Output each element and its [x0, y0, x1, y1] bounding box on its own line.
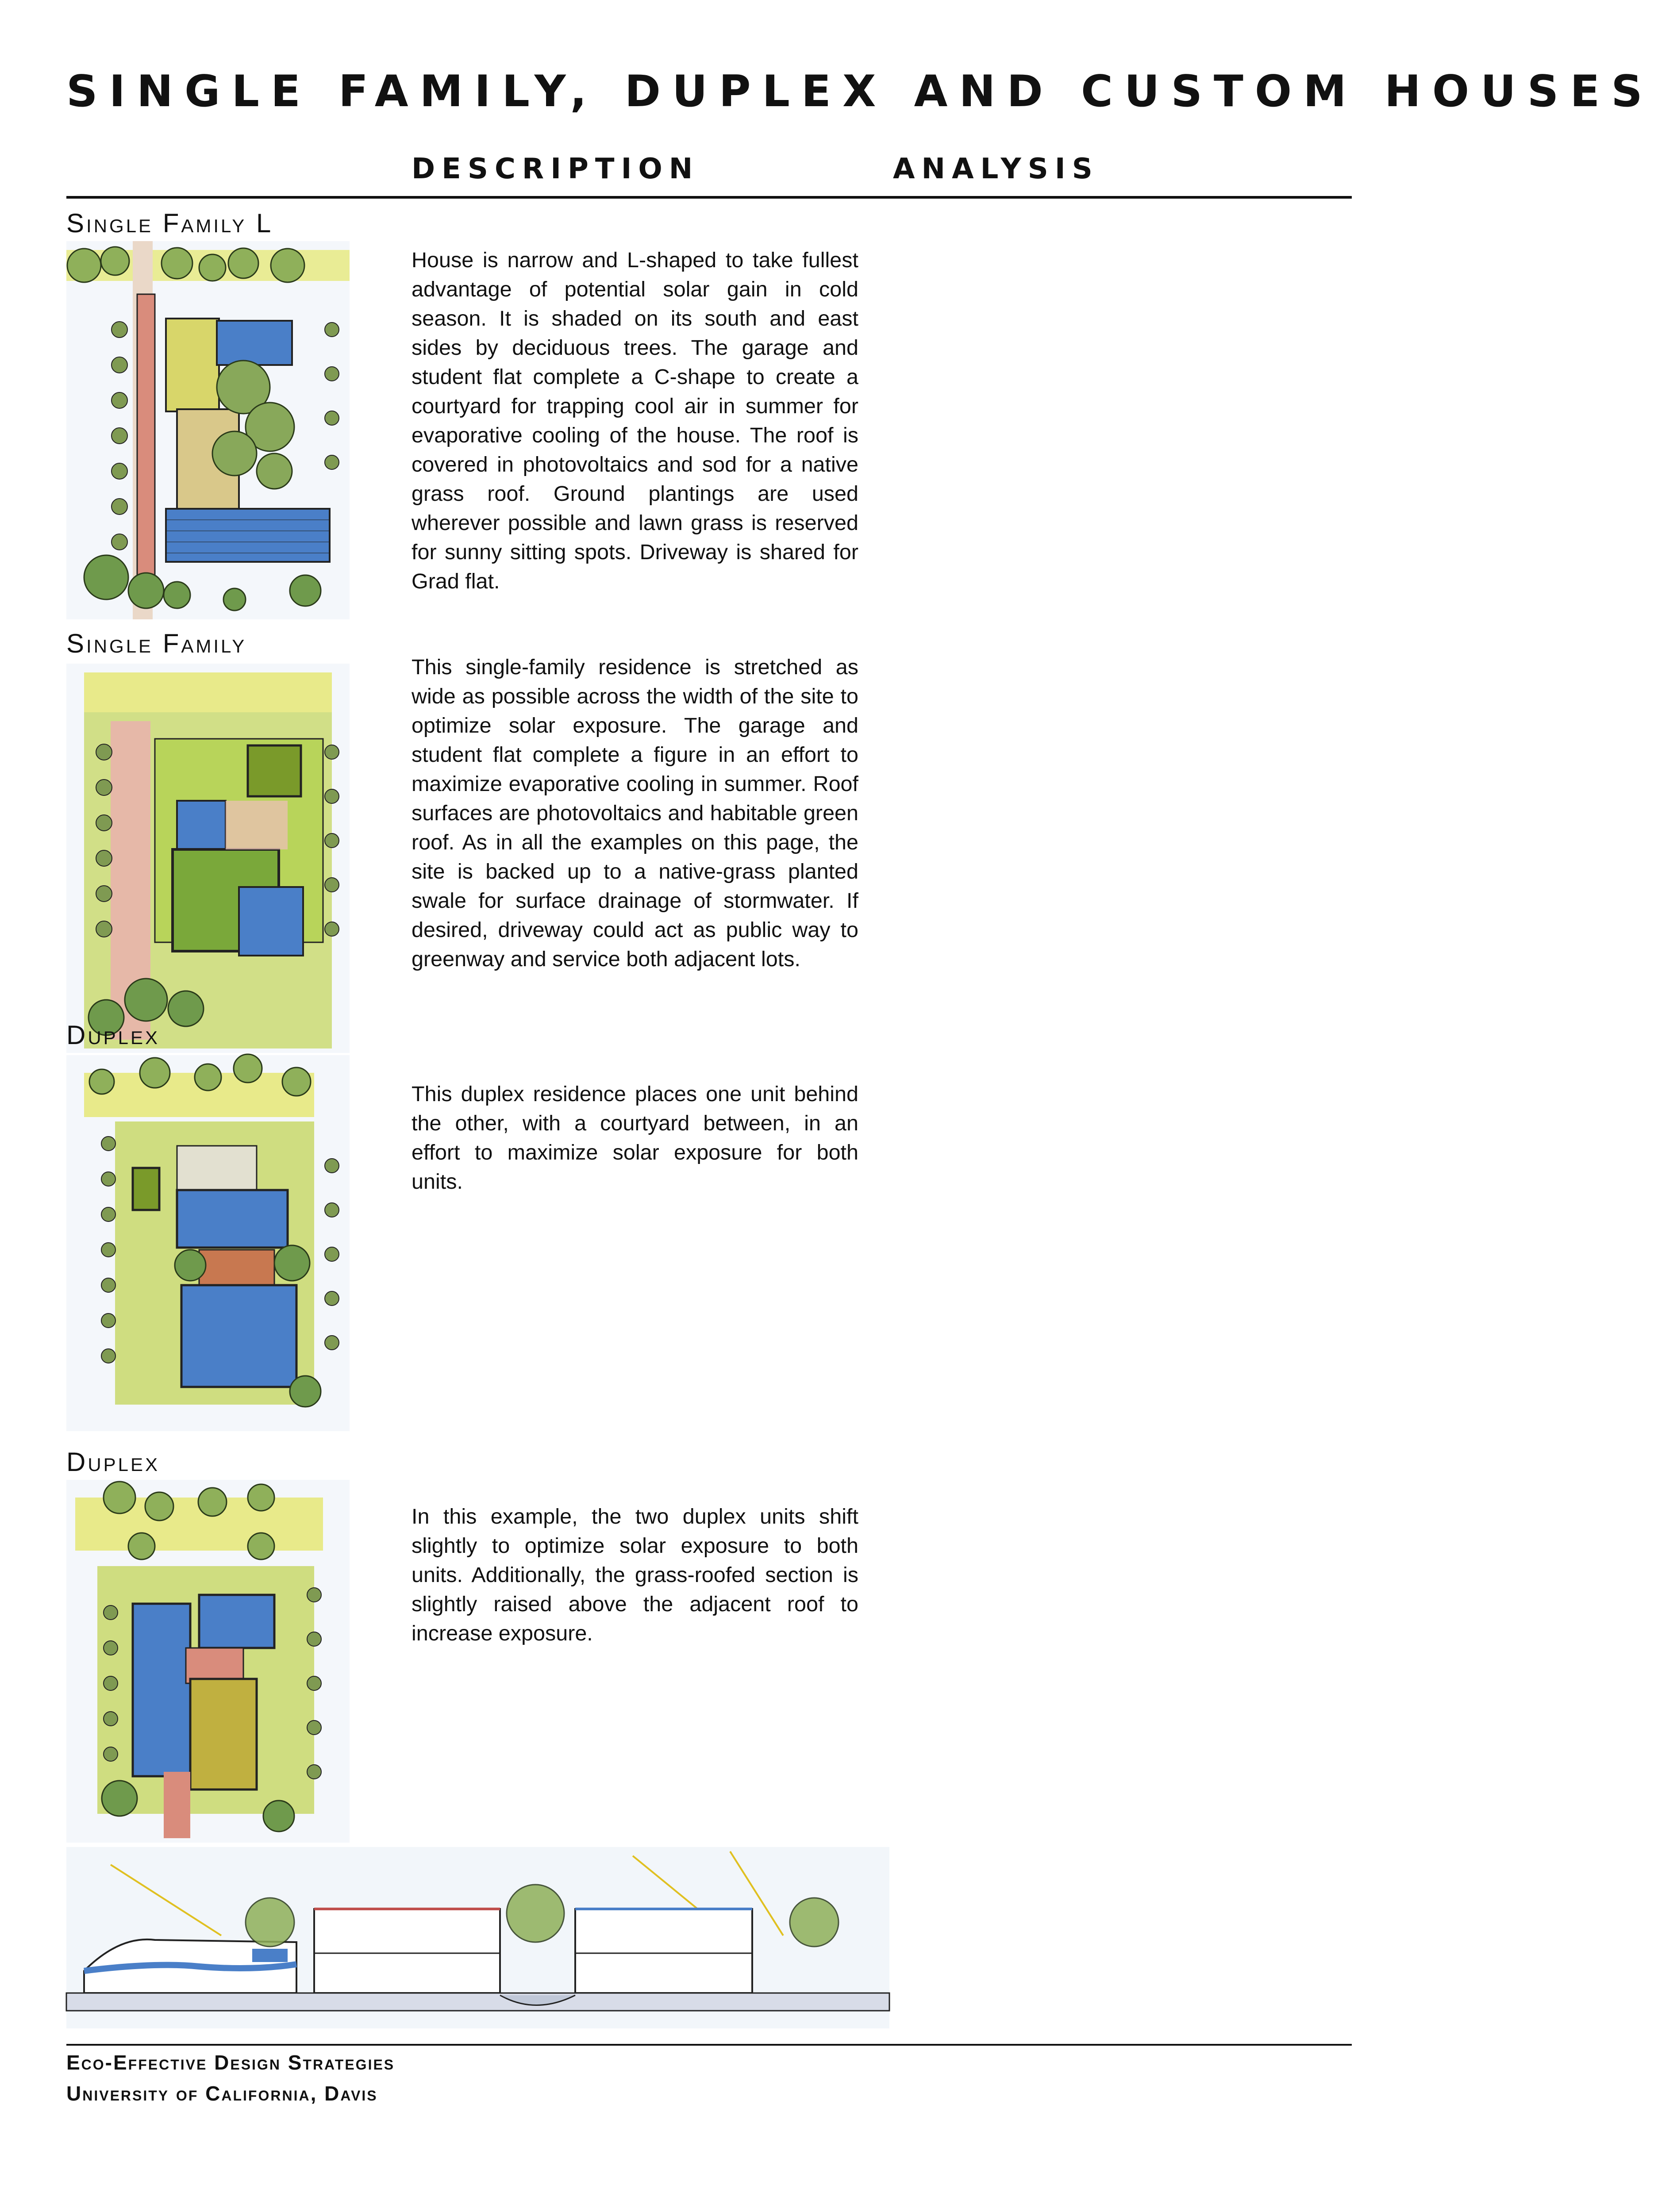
footer-course-name: Eco-Effective Design Strategies — [66, 2051, 395, 2074]
section-title-duplex-1: Duplex — [66, 1020, 160, 1050]
footer-institution: University of California, Davis — [66, 2082, 378, 2105]
section-title-single-family: Single Family — [66, 629, 247, 658]
header-rule — [66, 196, 1352, 199]
section-description-duplex-2: In this example, the two duplex units shift slightly to optimize solar exposure to both units. Additionally, the grass-roofed section is slightly raised above the adjacent roof to increase exposure. — [412, 1505, 858, 1645]
section-description-duplex-1: This duplex residence places one unit behind the other, with a courtyard between, in an effort to maximize solar exposure for both units. — [412, 1082, 858, 1194]
sketch-single-family — [66, 664, 350, 1053]
site-section-sketch — [66, 1847, 889, 2028]
column-heading-analysis: ANALYSIS — [893, 153, 1099, 185]
section-title-single-family-l: Single Family L — [66, 208, 273, 238]
page-title: SINGLE FAMILY, DUPLEX AND CUSTOM HOUSES — [66, 66, 1654, 117]
footer-rule — [66, 2044, 1352, 2046]
section-description-single-family: This single-family residence is stretched as wide as possible across the width of the site to optimize solar exposure. The garage and student flat complete a figure in an effort to maximize evaporative cooling in summer. Roof surfaces are photovoltaics and habitable green roof. As in all the examples on this page, the site is backed up to a native-grass planted swale for surface drainage of stormwater. If desired, driveway could act as public way to greenway and service both adjacent lots. — [412, 655, 858, 971]
column-heading-description: DESCRIPTION — [412, 153, 700, 185]
sketch-duplex-1 — [66, 1055, 350, 1431]
sketch-duplex-2 — [66, 1480, 350, 1843]
sketch-single-family-l — [66, 241, 350, 619]
section-description-single-family-l: House is narrow and L-shaped to take fullest advantage of potential solar gain in cold season. It is shaded on its south and east sides by deciduous trees. The garage and student flat complete a C-shape to create a courtyard for trapping cool air in summer for evaporative cooling of the house. The roof is covered in photovoltaics and sod for a native grass roof. Ground plantings are used wherever possible and lawn grass is reserved for sunny sitting spots. Driveway is shared for Grad flat. — [412, 248, 858, 593]
section-title-duplex-2: Duplex — [66, 1447, 160, 1477]
